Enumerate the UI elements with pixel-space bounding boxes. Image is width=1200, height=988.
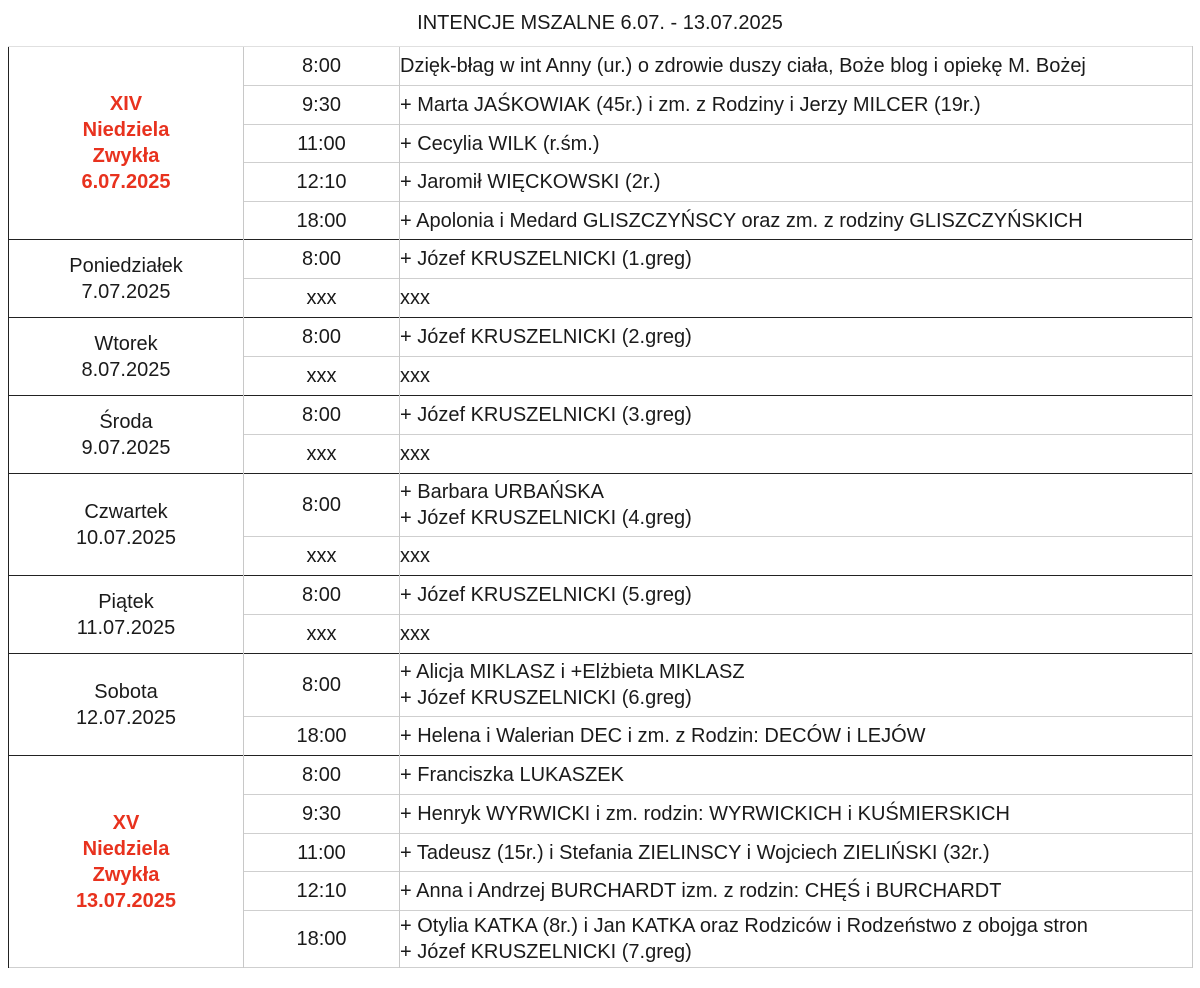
day-cell: [9, 756, 244, 968]
mass-intention: [400, 872, 1193, 911]
mass-time: 8:00: [244, 318, 400, 357]
mass-row: [9, 576, 1193, 615]
day-label-line: Piątek: [98, 590, 154, 613]
day-label-line: Niedziela: [82, 119, 170, 141]
mass-intention: [400, 240, 1193, 279]
mass-time: 8:00: [244, 474, 400, 537]
mass-intention: [400, 163, 1193, 202]
day-cell: [9, 474, 244, 576]
mass-row: [9, 47, 1193, 86]
day-label-line: 10.07.2025: [75, 526, 177, 549]
mass-intention: [400, 357, 1193, 396]
intention-line: xxx: [400, 287, 430, 309]
mass-time: xxx: [244, 615, 400, 654]
mass-row: [9, 318, 1193, 357]
intention-line: + Helena i Walerian DEC i zm. z Rodzin: DECÓW i LEJÓW: [400, 725, 926, 747]
day-cell: [9, 240, 244, 318]
mass-intention: [400, 654, 1193, 717]
mass-intention: [400, 396, 1193, 435]
day-label-line: Środa: [99, 410, 153, 433]
day-label-line: XV: [112, 811, 140, 834]
intention-line: + Józef KRUSZELNICKI (5.greg): [400, 584, 692, 606]
mass-intention: [400, 717, 1193, 756]
day-label-line: 11.07.2025: [76, 616, 176, 639]
mass-time: 11:00: [244, 125, 400, 163]
mass-intention: [400, 125, 1193, 163]
day-label-line: 7.07.2025: [81, 280, 171, 303]
mass-row: [9, 756, 1193, 795]
intention-line: + Alicja MIKLASZ i +Elżbieta MIKLASZ: [400, 661, 745, 683]
mass-time: xxx: [244, 357, 400, 396]
day-label-line: 6.07.2025: [81, 171, 171, 193]
intention-line: + Józef KRUSZELNICKI (7.greg): [400, 941, 692, 963]
mass-row: [9, 474, 1193, 537]
intention-line: + Henryk WYRWICKI i zm. rodzin: WYRWICKICH i KUŚMIERSKICH: [400, 803, 1010, 825]
day-label-line: Niedziela: [82, 837, 170, 860]
intention-line: + Jaromił WIĘCKOWSKI (2r.): [400, 171, 661, 193]
intention-line: + Barbara URBAŃSKA: [400, 481, 604, 503]
day-label-line: XIV: [109, 93, 143, 115]
mass-time: 9:30: [244, 86, 400, 125]
mass-time: 18:00: [244, 202, 400, 240]
mass-time: xxx: [244, 435, 400, 474]
intention-line: + Józef KRUSZELNICKI (3.greg): [400, 404, 692, 426]
day-label-line: Zwykła: [92, 145, 160, 167]
mass-time: 18:00: [244, 911, 400, 968]
intention-line: + Marta JAŚKOWIAK (45r.) i zm. z Rodziny i Jerzy MILCER (19r.): [400, 94, 981, 116]
intention-line: + Apolonia i Medard GLISZCZYŃSCY oraz zm. z rodziny GLISZCZYŃSKICH: [400, 209, 1083, 232]
mass-time: 9:30: [244, 795, 400, 834]
mass-intention: [400, 435, 1193, 474]
intention-line: + Tadeusz (15r.) i Stefania ZIELINSCY i Wojciech ZIELIŃSKI (32r.): [400, 841, 990, 864]
day-cell: [9, 396, 244, 474]
day-label-line: Wtorek: [94, 332, 158, 355]
intention-line: + Józef KRUSZELNICKI (2.greg): [400, 326, 692, 348]
intention-line: + Józef KRUSZELNICKI (4.greg): [400, 507, 692, 529]
intention-line: + Józef KRUSZELNICKI (1.greg): [400, 248, 692, 270]
intention-line: xxx: [400, 623, 430, 645]
mass-time: 12:10: [244, 163, 400, 202]
intention-line: + Otylia KATKA (8r.) i Jan KATKA oraz Rodziców i Rodzeństwo z obojga stron: [400, 915, 1088, 937]
mass-intention: [400, 795, 1193, 834]
intention-line: + Franciszka LUKASZEK: [400, 764, 624, 786]
day-label-line: Czwartek: [84, 500, 168, 523]
mass-intention: [400, 47, 1193, 86]
intention-line: xxx: [400, 365, 430, 387]
mass-time: 12:10: [244, 872, 400, 911]
mass-intention: [400, 834, 1193, 872]
mass-intention: [400, 615, 1193, 654]
mass-time: 18:00: [244, 717, 400, 756]
mass-time: 11:00: [244, 834, 400, 872]
intention-line: + Anna i Andrzej BURCHARDT izm. z rodzin: CHĘŚ i BURCHARDT: [400, 880, 1002, 902]
mass-time: 8:00: [244, 576, 400, 615]
day-label-line: 8.07.2025: [81, 358, 171, 381]
intention-line: Dzięk-błag w int Anny (ur.) o zdrowie duszy ciała, Boże blog i opiekę M. Bożej: [400, 55, 1086, 77]
mass-row: [9, 396, 1193, 435]
day-label-line: Sobota: [94, 680, 158, 703]
mass-time: 8:00: [244, 756, 400, 795]
page-title: INTENCJE MSZALNE 6.07. - 13.07.2025: [417, 12, 783, 34]
mass-intention: [400, 474, 1193, 537]
mass-intention: [400, 279, 1193, 318]
mass-intention: [400, 576, 1193, 615]
mass-intention: [400, 318, 1193, 357]
mass-time: 8:00: [244, 47, 400, 86]
mass-intention: [400, 537, 1193, 576]
day-cell: [9, 654, 244, 756]
day-label-line: Zwykła: [92, 863, 160, 886]
day-cell: [9, 47, 244, 240]
intention-line: xxx: [400, 443, 430, 465]
mass-time: 8:00: [244, 654, 400, 717]
mass-time: 8:00: [244, 240, 400, 279]
mass-row: [9, 240, 1193, 279]
day-label-line: 13.07.2025: [75, 889, 177, 912]
day-label-line: 12.07.2025: [75, 706, 177, 729]
day-label-line: Poniedziałek: [69, 254, 183, 277]
mass-row: [9, 654, 1193, 717]
mass-time: xxx: [244, 279, 400, 318]
day-cell: [9, 576, 244, 654]
intention-line: xxx: [400, 545, 430, 567]
day-label-line: 9.07.2025: [81, 436, 171, 459]
schedule-body: [9, 47, 1193, 968]
intention-line: + Cecylia WILK (r.śm.): [400, 132, 600, 155]
day-cell: [9, 318, 244, 396]
mass-intentions-table: [8, 46, 1193, 968]
mass-time: 8:00: [244, 396, 400, 435]
mass-intention: [400, 202, 1193, 240]
mass-intention: [400, 911, 1193, 968]
mass-time: xxx: [244, 537, 400, 576]
mass-intention: [400, 86, 1193, 125]
intention-line: + Józef KRUSZELNICKI (6.greg): [400, 687, 692, 709]
mass-intention: [400, 756, 1193, 795]
